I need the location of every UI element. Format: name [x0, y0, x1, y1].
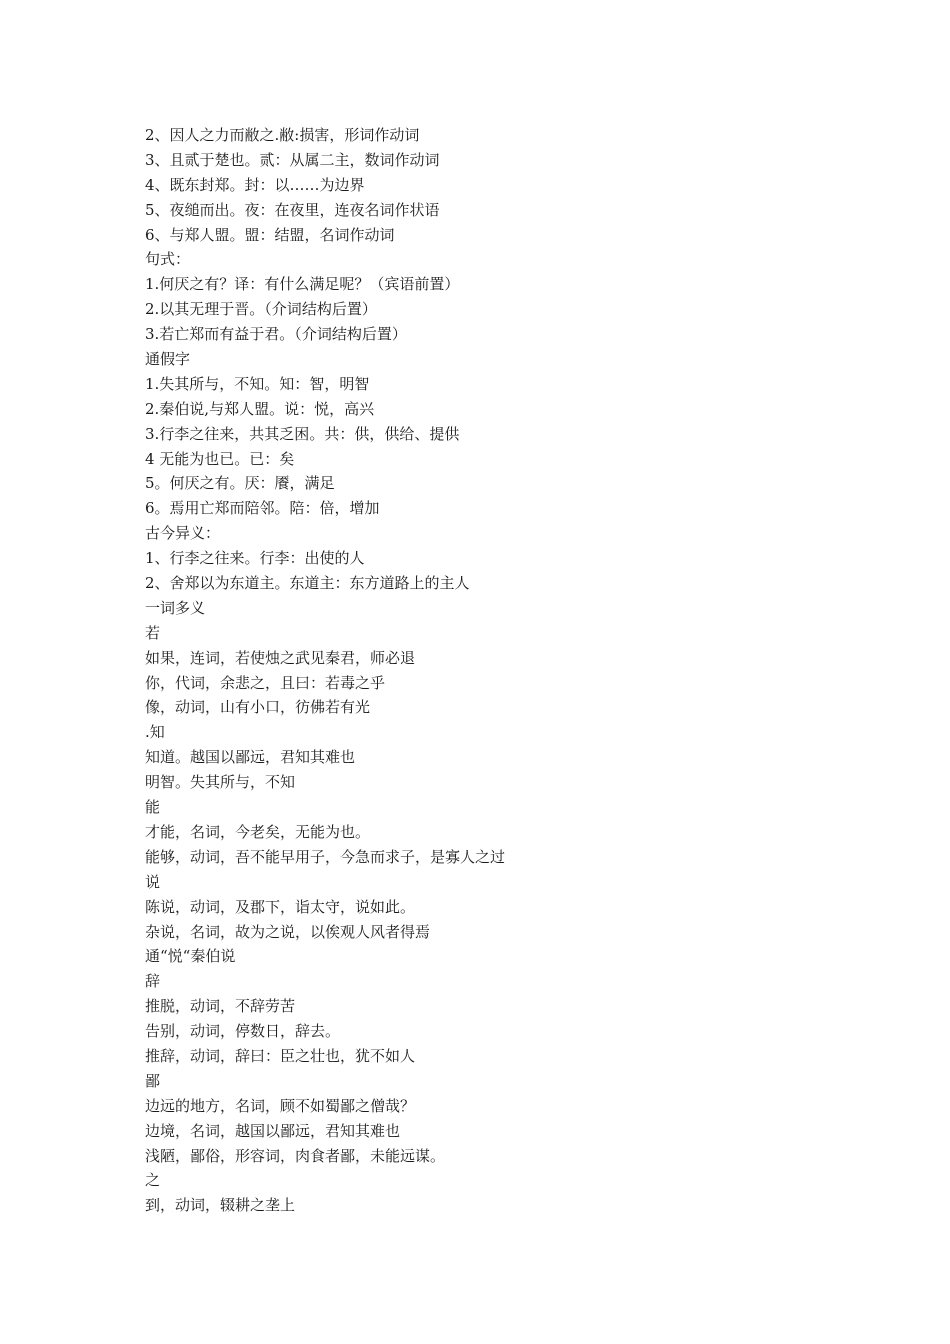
term-heading: 能: [145, 798, 161, 817]
text-line: 推辞，动词，辞曰：臣之壮也，犹不如人: [145, 1046, 416, 1065]
text-line: 3、且贰于楚也。贰：从属二主，数词作动词: [145, 150, 440, 169]
text-line: 浅陋，鄙俗，形容词，肉食者鄙，未能远谋。: [145, 1146, 446, 1165]
text-line: 边远的地方，名词，顾不如蜀鄙之僧哉？: [145, 1096, 416, 1115]
term-heading: 之: [145, 1171, 161, 1190]
document-body: [145, 123, 845, 1218]
section-heading: 古今异义：: [145, 524, 221, 543]
text-line: 1、行李之往来。行李：出使的人: [145, 549, 365, 568]
term-heading: 若: [145, 623, 161, 642]
text-line: 你，代词，余悲之，且曰：若毒之乎: [145, 673, 386, 692]
text-line: 像，动词，山有小口，彷佛若有光: [145, 698, 371, 717]
text-line: 边境，名词，越国以鄙远，君知其难也: [145, 1121, 401, 1140]
term-heading: 辞: [145, 972, 161, 991]
text-line: 明智。失其所与，不知: [145, 773, 296, 792]
text-line: 陈说，动词，及郡下，诣太守，说如此。: [145, 897, 416, 916]
text-line: 到，动词，辍耕之垄上: [145, 1196, 296, 1215]
text-line: 2.以其无理于晋。（介词结构后置）: [145, 300, 377, 319]
section-heading: 一词多义: [145, 598, 206, 617]
text-line: 2、因人之力而敝之.敝:损害，形词作动词: [145, 126, 420, 144]
text-line: 1.何厌之有？译：有什么满足呢？（宾语前置）: [145, 275, 460, 294]
text-line: 如果，连词，若使烛之武见秦君，师必退: [145, 648, 416, 667]
text-line: 告别，动词，停数日，辞去。: [145, 1022, 341, 1041]
text-line: 能够，动词，吾不能早用子，今急而求子，是寡人之过: [145, 847, 506, 866]
term-heading: 鄙: [145, 1071, 161, 1090]
term-heading: 说: [145, 872, 161, 891]
text-line: 3.若亡郑而有益于君。（介词结构后置）: [145, 325, 407, 344]
text-line: 才能，名词，今老矣，无能为也。: [145, 822, 371, 841]
text-line: 6。焉用亡郑而陪邻。陪：倍，增加: [145, 499, 380, 518]
term-heading: .知: [145, 723, 165, 742]
text-line: 6、与郑人盟。盟：结盟，名词作动词: [145, 225, 395, 244]
text-line: 4 无能为也已。已：矣: [145, 449, 295, 468]
text-line: 3.行李之往来，共其乏困。共：供，供给、提供: [145, 424, 460, 443]
text-line: 5、夜缒而出。夜：在夜里，连夜名词作状语: [145, 200, 440, 219]
text-line: 2.秦伯说,与郑人盟。说：悦，高兴: [145, 399, 375, 418]
text-line: 1.失其所与，不知。知：智，明智: [145, 374, 370, 393]
text-line: 推脱，动词，不辞劳苦: [145, 997, 296, 1016]
text-line: 通“悦“秦伯说: [145, 947, 236, 966]
section-heading: 句式：: [145, 250, 191, 269]
text-line: 杂说，名词，故为之说，以俟观人风者得焉: [145, 922, 431, 941]
text-line: 2、舍郑以为东道主。东道主：东方道路上的主人: [145, 574, 470, 593]
text-line: 5。何厌之有。厌：餍，满足: [145, 474, 335, 493]
section-heading: 通假字: [145, 350, 191, 369]
text-line: 4、既东封郑。封：以……为边界: [145, 175, 365, 194]
text-line: 知道。越国以鄙远，君知其难也: [145, 748, 356, 767]
